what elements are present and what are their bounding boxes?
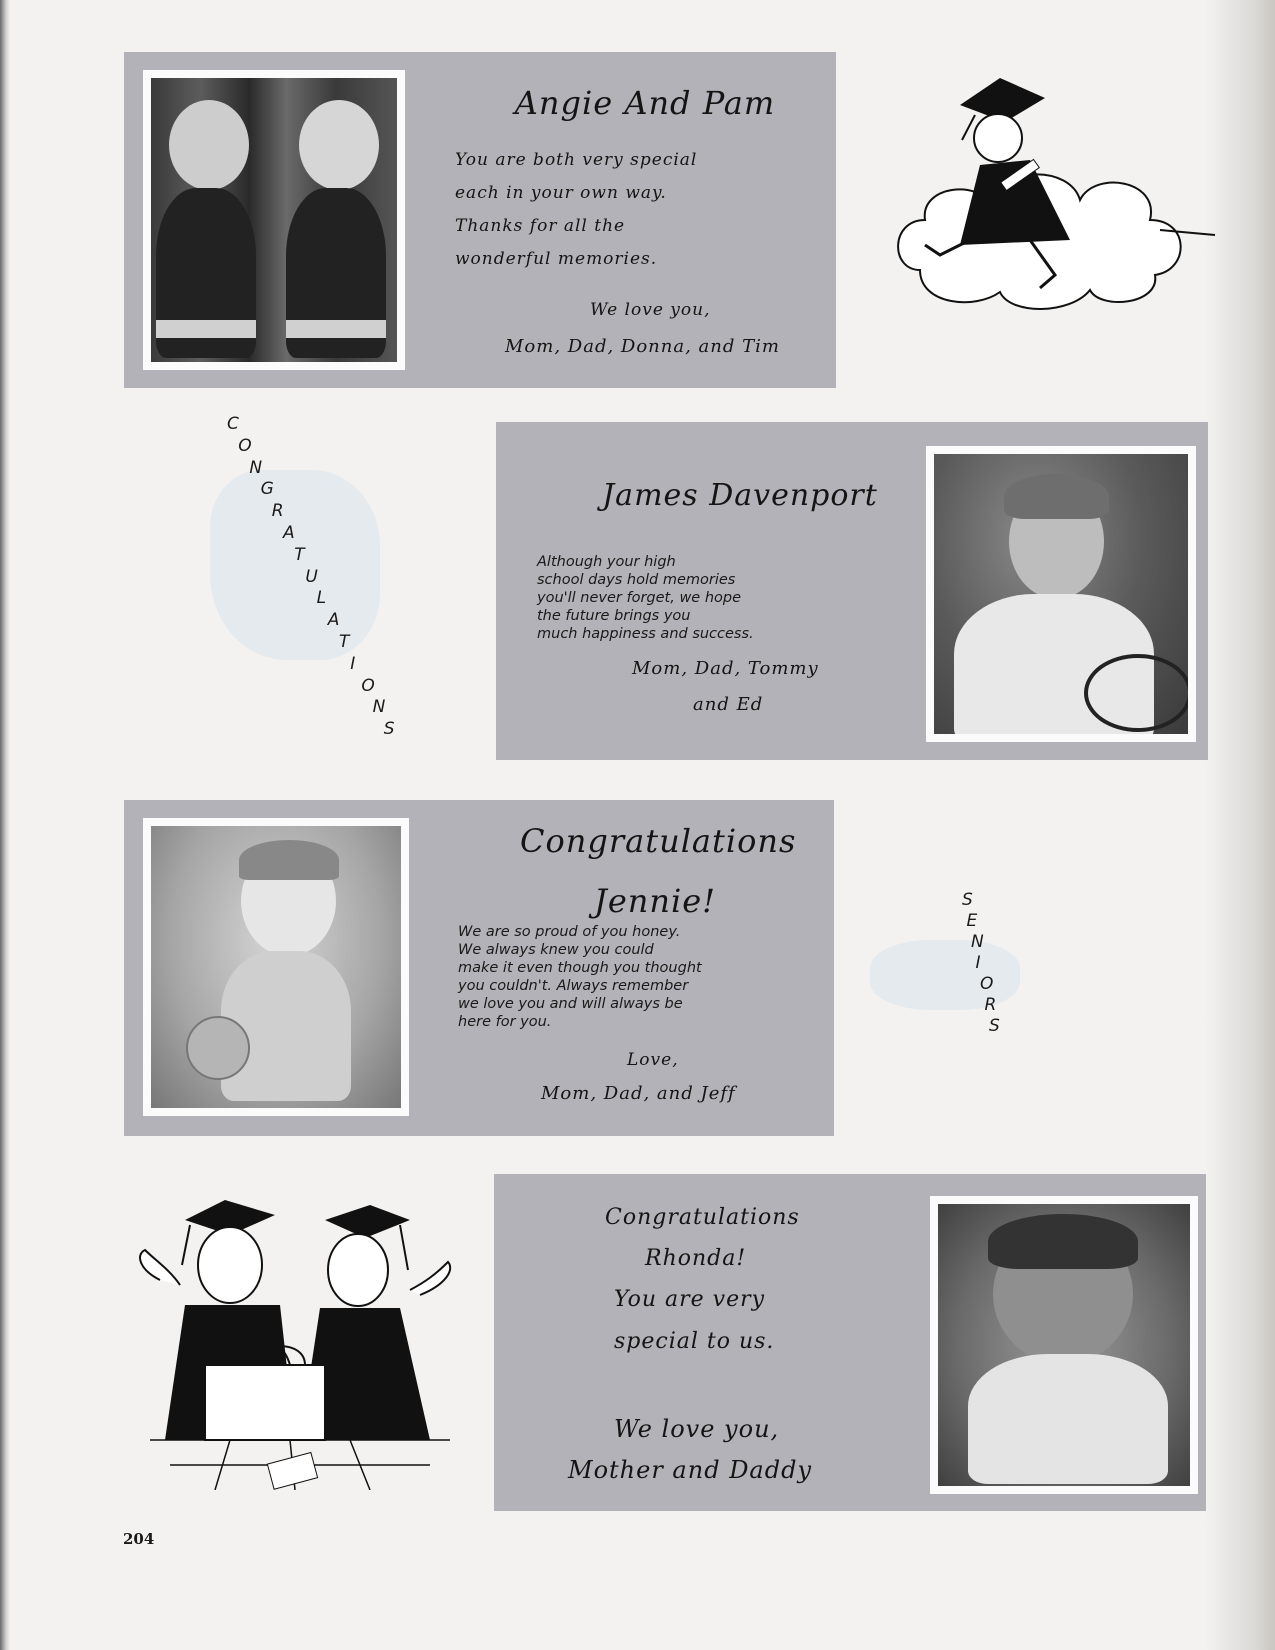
congratulations-letter: S xyxy=(383,719,395,740)
ad2-message xyxy=(537,553,754,643)
seniors-letter: O xyxy=(980,974,994,994)
ad2-line-5: much happiness and success. xyxy=(537,626,754,642)
ad1-line-4: wonderful memories. xyxy=(455,249,658,269)
congratulations-letter: A xyxy=(283,523,295,543)
faded-diploma-figure xyxy=(870,940,1020,1010)
ad2-line-1: Although your high xyxy=(537,554,676,570)
baby-photo xyxy=(930,1196,1198,1494)
ad3-message xyxy=(458,923,702,1031)
ad1-line-3: Thanks for all the xyxy=(455,216,626,236)
graduate-on-cloud-icon xyxy=(880,70,1220,320)
congratulations-letter: N xyxy=(372,697,386,718)
seniors-letter: S xyxy=(962,890,973,910)
ad2-line-2: school days hold memories xyxy=(537,572,736,588)
congratulations-letter: T xyxy=(339,632,350,652)
congratulations-letter: O xyxy=(238,435,252,456)
ad4-line-7: Mother and Daddy xyxy=(568,1456,813,1484)
seniors-letter: N xyxy=(971,932,984,952)
ad3-line-2: We always knew you could xyxy=(458,942,654,958)
seniors-letter: I xyxy=(975,953,981,973)
page-number: 204 xyxy=(123,1530,155,1548)
ad3-line-6: here for you. xyxy=(458,1014,552,1030)
ad3-title-line-1: Congratulations xyxy=(520,822,797,860)
ad4-line-1: Congratulations xyxy=(605,1205,800,1230)
ad4-line-4: special to us. xyxy=(614,1329,775,1354)
page-binding-edge xyxy=(0,0,10,1650)
congratulations-letter: O xyxy=(361,675,375,696)
congratulations-letter: A xyxy=(327,610,340,631)
ad4-line-2: Rhonda! xyxy=(645,1246,747,1271)
faded-graduate-figure xyxy=(210,470,380,660)
congratulations-letter: U xyxy=(305,566,318,587)
toddler-with-ball-photo xyxy=(143,818,409,1116)
twin-toddlers-photo xyxy=(143,70,405,370)
ad1-title: Angie And Pam xyxy=(514,84,776,122)
congratulations-letter: N xyxy=(249,457,263,478)
congratulations-letter: T xyxy=(294,544,305,565)
ad3-line-3: make it even though you thought xyxy=(458,960,702,976)
ad3-closing-1: Love, xyxy=(627,1050,679,1070)
congratulations-letter: R xyxy=(271,501,284,522)
seniors-letter: E xyxy=(966,911,978,931)
ad4-line-3: You are very xyxy=(614,1287,766,1312)
ad4-line-6: We love you, xyxy=(614,1415,780,1443)
ad3-title-line-2: Jennie! xyxy=(593,882,716,920)
ad3-line-4: you couldn't. Always remember xyxy=(458,978,689,994)
seniors-letter: S xyxy=(989,1016,1000,1036)
ad1-closing-1: We love you, xyxy=(590,300,711,320)
congratulations-letter: L xyxy=(316,588,327,609)
ad3-line-5: we love you and will always be xyxy=(458,996,683,1012)
congratulations-letter: I xyxy=(350,653,356,674)
ad1-line-1: You are both very special xyxy=(455,150,698,170)
ad3-closing-2: Mom, Dad, and Jeff xyxy=(541,1083,736,1104)
ad2-line-4: the future brings you xyxy=(537,608,691,624)
graduate-couple-gift-icon xyxy=(130,1190,470,1490)
senior-portrait-tennis-racket xyxy=(926,446,1196,742)
ad2-closing-2: and Ed xyxy=(693,694,764,715)
congratulations-letter: G xyxy=(260,479,274,500)
ad3-line-1: We are so proud of you honey. xyxy=(458,924,681,940)
ad2-closing-1: Mom, Dad, Tommy xyxy=(632,658,819,679)
ad1-line-2: each in your own way. xyxy=(455,183,667,203)
congratulations-letter: C xyxy=(227,414,239,434)
seniors-letter: R xyxy=(984,995,997,1015)
ad1-closing-2: Mom, Dad, Donna, and Tim xyxy=(505,336,780,357)
ad2-title: James Davenport xyxy=(602,478,878,513)
ad2-line-3: you'll never forget, we hope xyxy=(537,590,742,606)
